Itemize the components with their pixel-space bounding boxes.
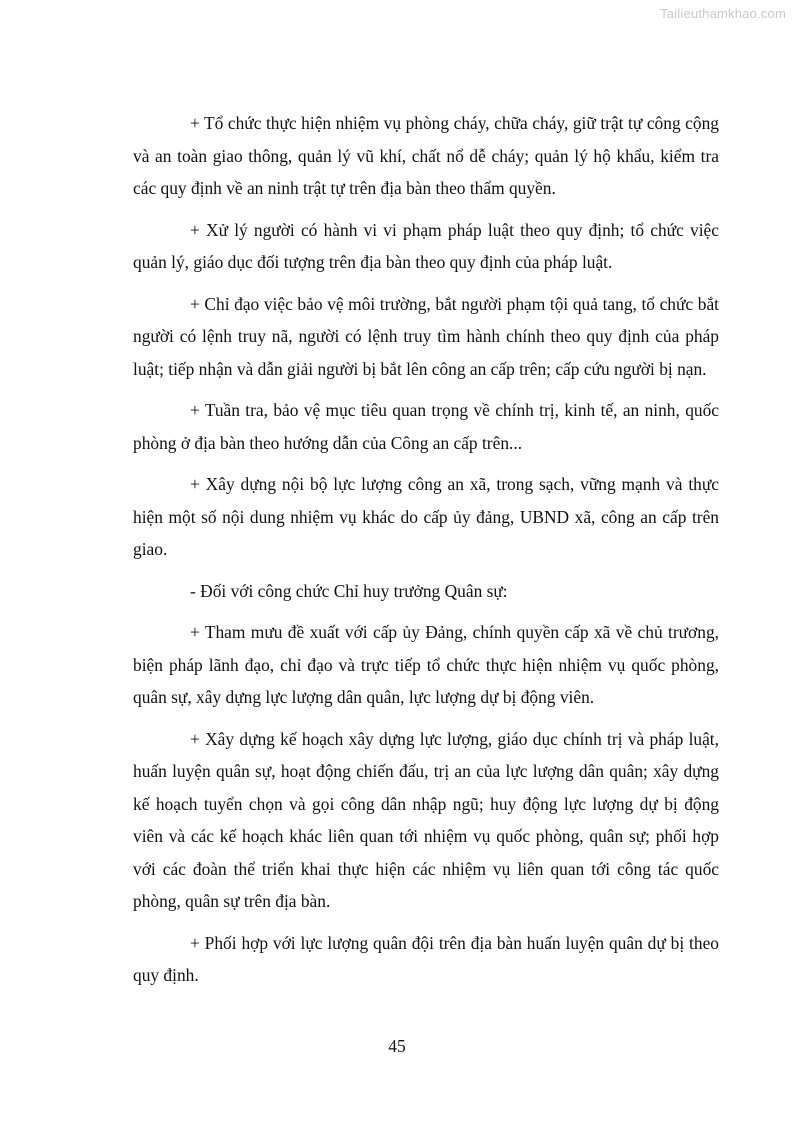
paragraph-violation-handling: + Xử lý người có hành vi vi phạm pháp luật theo quy định; tổ chức việc quản lý, giáo dục đối tượng trên địa bàn theo quy định của pháp luật. <box>133 219 719 272</box>
paragraph-internal-building: + Xây dựng nội bộ lực lượng công an xã, trong sạch, vững mạnh và thực hiện một số nội dung nhiệm vụ khác do cấp ủy đảng, UBND xã, công an cấp trên giao. <box>133 474 719 559</box>
watermark: Tailieuthamkhao.com <box>660 6 786 21</box>
paragraph-patrol: + Tuần tra, bảo vệ mục tiêu quan trọng về chính trị, kinh tế, an ninh, quốc phòng ở địa bàn theo hướng dẫn của Công an cấp trên... <box>133 400 719 453</box>
paragraph-advisory: + Tham mưu đề xuất với cấp ủy Đảng, chính quyền cấp xã về chủ trương, biện pháp lãnh đạo, chỉ đạo và trực tiếp tổ chức thực hiện nhiệm vụ quốc phòng, quân sự, xây dựng lực lượng dân quân, lực lượng dự bị động viên. <box>133 622 719 707</box>
paragraph-force-building-plan: + Xây dựng kế hoạch xây dựng lực lượng, giáo dục chính trị và pháp luật, huấn luyện quân sự, hoạt động chiến đấu, trị an của lực lượng dân quân; xây dựng kế hoạch tuyển chọn và gọi công dân nhập ngũ; huy động lực lượng dự bị động viên và các kế hoạch khác liên quan tới nhiệm vụ quốc phòng, quân sự; phối hợp với các đoàn thể triển khai thực hiện các nhiệm vụ liên quan tới công tác quốc phòng, quân sự trên địa bàn. <box>133 728 719 911</box>
paragraph-fire-prevention: + Tổ chức thực hiện nhiệm vụ phòng cháy, chữa cháy, giữ trật tự công cộng và an toàn giao thông, quản lý vũ khí, chất nổ dễ cháy; quản lý hộ khẩu, kiểm tra các quy định về an ninh trật tự trên địa bàn theo thẩm quyền. <box>133 113 719 198</box>
paragraph-coordination-training: + Phối hợp với lực lượng quân đội trên địa bàn huấn luyện quân dự bị theo quy định. <box>133 932 719 985</box>
page-number: 45 <box>388 1036 406 1056</box>
document-body <box>133 107 719 1001</box>
section-heading-military-commander: - Đối với công chức Chỉ huy trưởng Quân sự: <box>190 580 508 601</box>
paragraph-environment-protection: + Chỉ đạo việc bảo vệ môi trường, bắt người phạm tội quả tang, tổ chức bắt người có lệnh truy nã, người có lệnh truy tìm hành chính theo quy định của pháp luật; tiếp nhận và dẫn giải người bị bắt lên công an cấp trên; cấp cứu người bị nạn. <box>133 293 719 379</box>
